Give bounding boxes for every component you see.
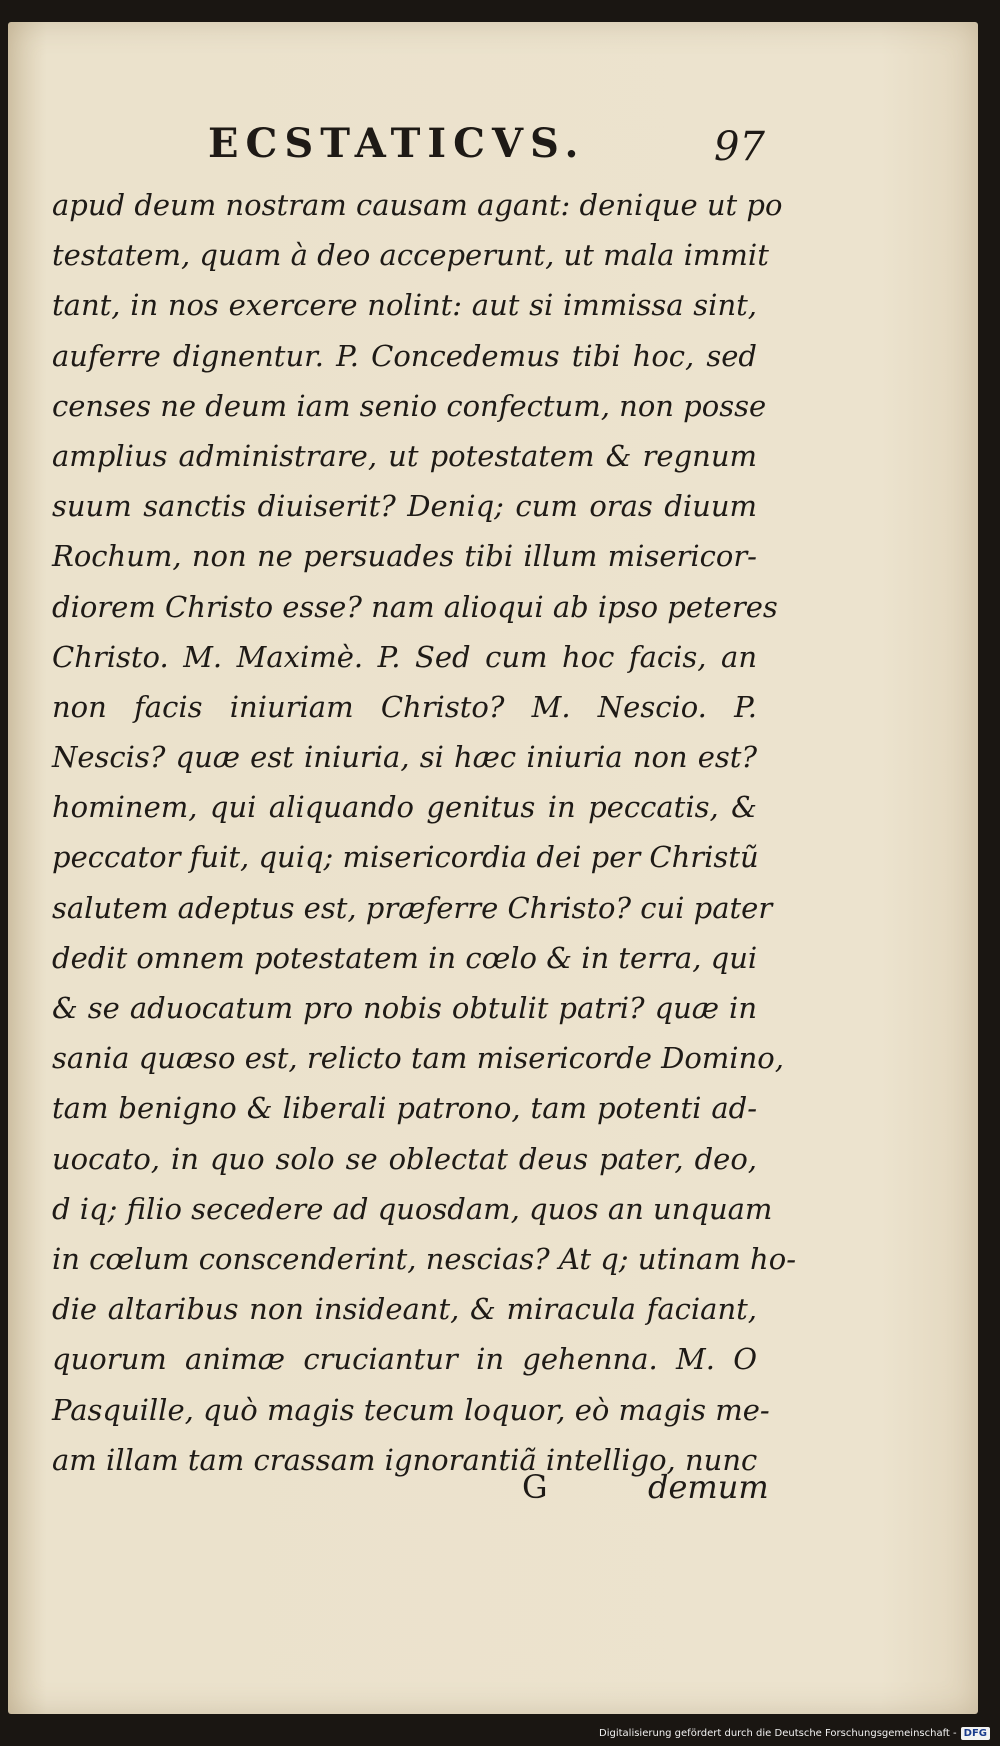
text-line: peccator fuit, quiq; misericordia dei per Christũ [52,840,759,875]
text-line: apud deum nostram causam agant: denique ut po [52,188,783,222]
signature-mark: G [522,1468,548,1506]
text-line: non facis iniuriam Christo? M. Nescio. P. [52,689,757,724]
body-text [52,180,796,1485]
text-line: dedit omnem potestatem in cœlo & in terra, qui [52,940,758,975]
text-line: testatem, quam à deo acceperunt, ut mala immit [52,238,769,273]
digitization-credit-bar [599,1724,990,1742]
text-line: auferre dignentur. P. Concedemus tibi hoc, sed [52,338,757,373]
dfg-logo: DFG [961,1727,990,1740]
text-line: Nescis? quæ est iniuria, si hæc iniuria non est? [52,740,757,775]
page-number: 97 [714,124,765,170]
text-line: suum sanctis diuiserit? Deniq; cum oras diuum [52,489,757,524]
text-line: am illam tam crassam ignorantiã intelligo, nunc [52,1442,758,1477]
text-line: sania quæso est, relicto tam misericorde Domino, [52,1041,784,1076]
text-line: tant, in nos exercere nolint: aut si immissa sint, [52,288,757,323]
catchword: demum [648,1468,769,1506]
text-line: Pasquille, quò magis tecum loquor, eò magis me- [52,1392,770,1427]
text-line: quorum animæ cruciantur in gehenna. M. O [52,1342,757,1377]
text-line: uocato, in quo solo se oblectat deus pater, deo, [52,1141,757,1176]
text-line: d iq; filio secedere ad quosdam, quos an unquam [52,1191,773,1226]
text-line: Christo. M. Maximè. P. Sed cum hoc facis, an [52,639,757,674]
digitization-credit: Digitalisierung gefördert durch die Deutsche Forschungsgemeinschaft - [599,1727,957,1739]
text-line: die altaribus non insideant, & miracula faciant, [52,1292,757,1327]
text-line: & se aduocatum pro nobis obtulit patri? quæ in [52,991,757,1025]
text-line: hominem, qui aliquando genitus in peccatis, & [52,790,757,825]
text-line: amplius administrare, ut potestatem & regnum [52,438,757,473]
running-title: ECSTATICVS. [208,120,586,167]
text-line: tam benigno & liberali patrono, tam potenti ad- [52,1091,757,1126]
text-line: diorem Christo esse? nam alioqui ab ipso peteres [52,589,778,624]
text-line: salutem adeptus est, præferre Christo? cui pater [52,890,773,925]
text-line: censes ne deum iam senio confectum, non posse [52,388,767,423]
text-line: in cœlum conscenderint, nescias? At q; utinam ho- [52,1241,796,1276]
text-line: Rochum, non ne persuades tibi illum misericor- [52,539,757,574]
page-footer [0,1468,1000,1518]
page-header [0,120,1000,170]
